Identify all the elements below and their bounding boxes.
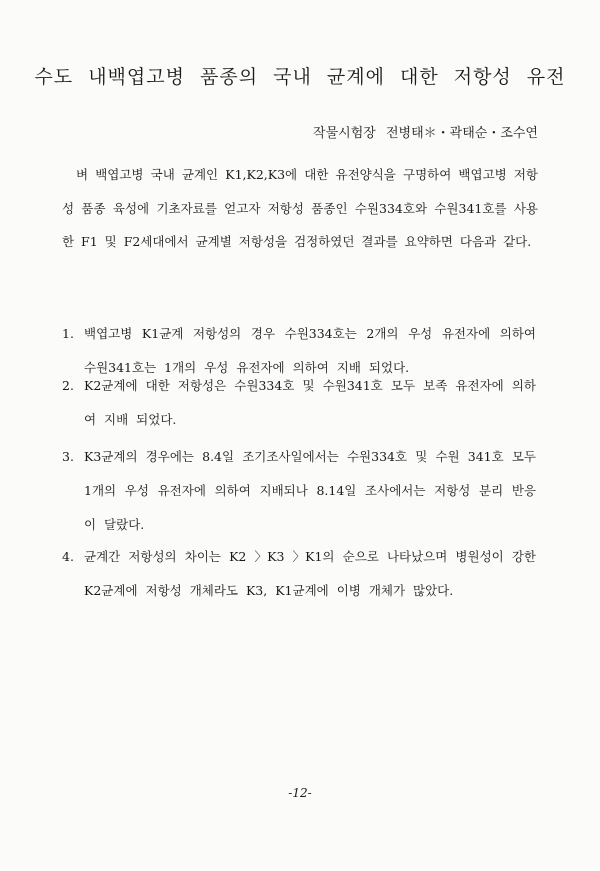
result-number: 2. [62, 378, 74, 393]
result-number: 1. [62, 326, 74, 341]
result-text: 백엽고병 K1균계 저항성의 경우 수원334호는 2개의 우성 유전자에 의하여 수원341호는 1개의 우성 유전자에 의하여 지배 되었다. [84, 326, 536, 375]
result-text: K3균계의 경우에는 8.4일 조기조사일에서는 수원334호 및 수원 341호 모두 1개의 우성 유전자에 의하여 지배되나 8.14일 조사에서는 저항성 분리 반응이 달랐다. [84, 449, 536, 532]
result-number: 3. [62, 449, 74, 464]
page-number: -12- [288, 786, 312, 800]
result-item-4 [62, 540, 540, 608]
result-item-3 [62, 440, 540, 542]
document-title: 수도 내백엽고병 품종의 국내 균계에 대한 저항성 유전 [34, 66, 566, 88]
author-line: 작물시험장 전병태＊・곽태순・조수연 [313, 126, 538, 141]
result-item-2 [62, 369, 540, 437]
result-text: K2균계에 대한 저항성은 수원334호 및 수원341호 모두 보족 유전자에 의하여 지배 되었다. [84, 378, 536, 427]
result-text: 균계간 저항성의 차이는 K2 〉K3 〉K1의 순으로 나타났으며 병원성이 강한 K2균계에 저항성 개체라도 K3, K1균계에 이병 개체가 많았다. [84, 549, 536, 598]
abstract-paragraph: 벼 백엽고병 국내 균계인 K1,K2,K3에 대한 유전양식을 구명하여 백엽고병 저항성 품종 육성에 기초자료를 얻고자 저항성 품종인 수원334호와 수원341호를 사용한 F1 및 F2세대에서 균계별 저항성을 검정하였던 결과를 요약하면 다음과 같다. [62, 167, 538, 249]
result-number: 4. [62, 549, 74, 564]
